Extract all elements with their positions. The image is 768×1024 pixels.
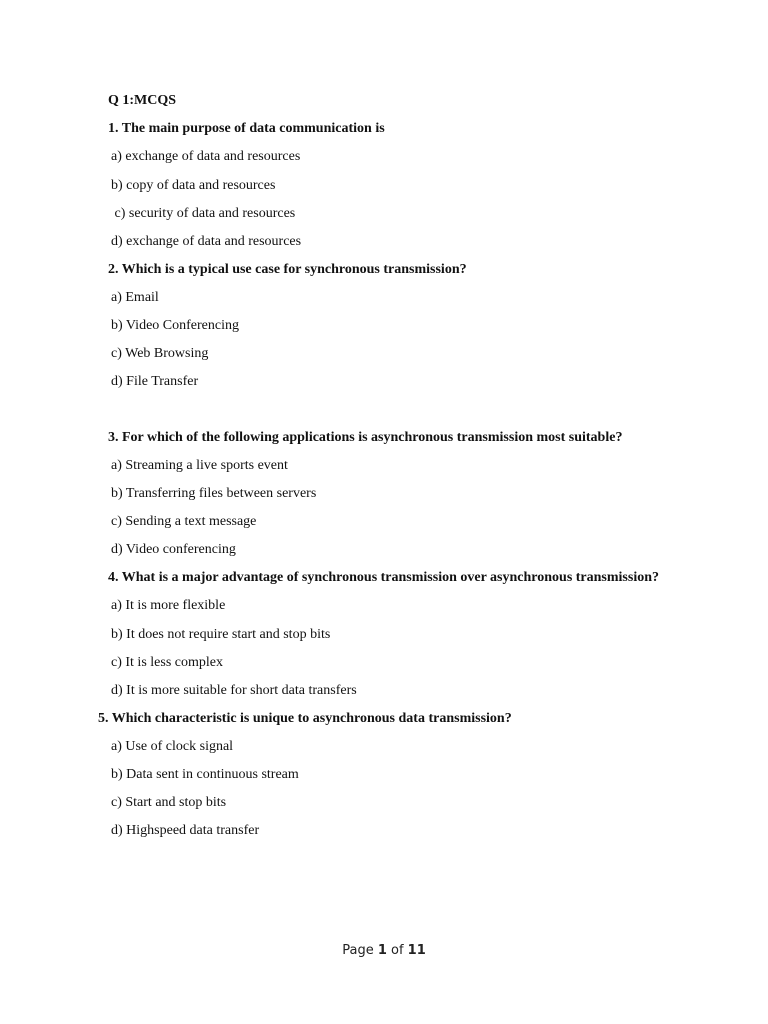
total-page-count: 11 [407, 943, 426, 958]
question-4-option-c: c) It is less complex [111, 655, 223, 670]
question-1-option-b: b) copy of data and resources [111, 178, 276, 193]
question-2-option-d: d) File Transfer [111, 374, 199, 389]
footer-middle: of [386, 943, 408, 958]
question-5-option-b: b) Data sent in continuous stream [111, 767, 299, 782]
question-1-option-d: d) exchange of data and resources [111, 234, 302, 249]
question-4-option-d: d) It is more suitable for short data transfers [111, 683, 357, 698]
question-2-option-a: a) Email [111, 290, 159, 305]
question-3-option-d: d) Video conferencing [111, 542, 236, 557]
question-5-option-a: a) Use of clock signal [111, 739, 234, 754]
question-5: 5. Which characteristic is unique to asynchronous data transmission? [98, 711, 512, 726]
question-1-option-c: c) security of data and resources [111, 206, 296, 221]
page-footer [0, 942, 768, 960]
question-5-option-d: d) Highspeed data transfer [111, 823, 260, 838]
question-3-option-c: c) Sending a text message [111, 514, 257, 529]
question-3-option-a: a) Streaming a live sports event [111, 458, 288, 473]
footer-prefix: Page [342, 943, 378, 958]
question-4-option-b: b) It does not require start and stop bits [111, 627, 331, 642]
question-3: 3. For which of the following applications is asynchronous transmission most suitable? [108, 430, 623, 445]
question-1-option-a: a) exchange of data and resources [111, 149, 301, 164]
question-3-option-b: b) Transferring files between servers [111, 486, 317, 501]
question-4-option-a: a) It is more flexible [111, 598, 226, 613]
question-4: 4. What is a major advantage of synchronous transmission over asynchronous transmission? [108, 570, 660, 585]
question-5-option-c: c) Start and stop bits [111, 795, 227, 810]
section-heading: Q 1:MCQS [108, 93, 177, 108]
question-1: 1. The main purpose of data communication is [108, 121, 385, 136]
question-2-option-b: b) Video Conferencing [111, 318, 239, 333]
current-page-number: 1 [377, 943, 387, 958]
question-2-option-c: c) Web Browsing [111, 346, 209, 361]
question-2: 2. Which is a typical use case for synchronous transmission? [108, 262, 467, 277]
